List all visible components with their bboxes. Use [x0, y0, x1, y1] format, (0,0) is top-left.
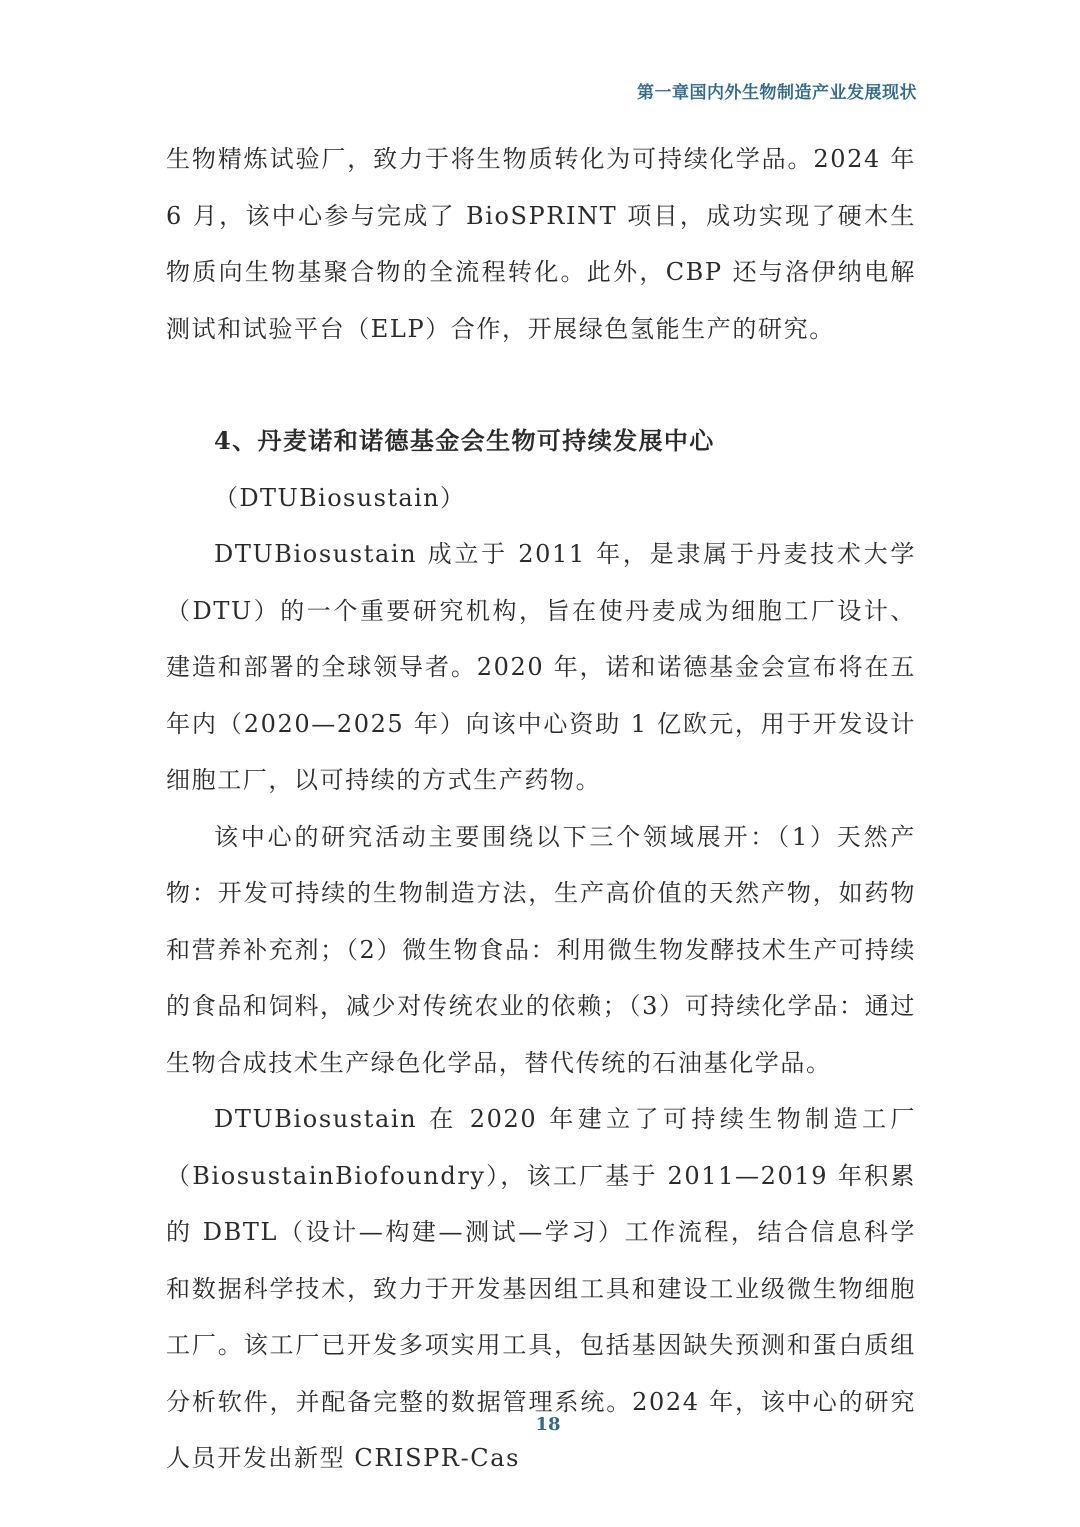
paragraph-biofoundry: DTUBiosustain 在 2020 年建立了可持续生物制造工厂（BiosustainBiofoundry），该工厂基于 2011—2019 年积累的 DBTL（设计—构建—测试—学习）工作流程，结合信息科学和数据科学技术，致力于开发基因组工具和建设工业级微生物细胞工厂。该工厂已开发多项实用工具，包括基因缺失预测和蛋白质组分析软件，并配备完整的数据管理系统。2024 年，该中心的研究人员开发出新型 CRISPR-Cas — [166, 1105, 916, 1472]
paragraph-dtu-intro: DTUBiosustain 成立于 2011 年，是隶属于丹麦技术大学（DTU）的一个重要研究机构，旨在使丹麦成为细胞工厂设计、建造和部署的全球领导者。2020 年，诺和诺德基金会宣布将在五年内（2020—2025 年）向该中心资助 1 亿欧元，用于开发设计细胞工厂，以可持续的方式生产药物。 — [166, 540, 916, 794]
section-heading-title: 4、丹麦诺和诺德基金会生物可持续发展中心 — [214, 426, 715, 455]
section-heading — [166, 413, 916, 526]
paragraph-cbp-continuation: 生物精炼试验厂，致力于将生物质转化为可持续化学品。2024 年 6 月，该中心参与完成了 BioSPRINT 项目，成功实现了硬木生物质向生物基聚合物的全流程转化。此外，CBP 还与洛伊纳电解测试和试验平台（ELP）合作，开展绿色氢能生产的研究。 — [166, 145, 916, 343]
page-number: 18 — [535, 1414, 561, 1435]
running-header-chapter-title: 第一章国内外生物制造产业发展现状 — [637, 83, 917, 103]
section-heading-abbreviation: （DTUBiosustain） — [214, 483, 466, 512]
paragraph-research-areas: 该中心的研究活动主要围绕以下三个领域展开：（1）天然产物：开发可持续的生物制造方法，生产高价值的天然产物，如药物和营养补充剂；（2）微生物食品：利用微生物发酵技术生产可持续的食品和饲料，减少对传统农业的依赖；（3）可持续化学品：通过生物合成技术生产绿色化学品，替代传统的石油基化学品。 — [166, 822, 916, 1077]
page-body — [166, 131, 916, 1487]
